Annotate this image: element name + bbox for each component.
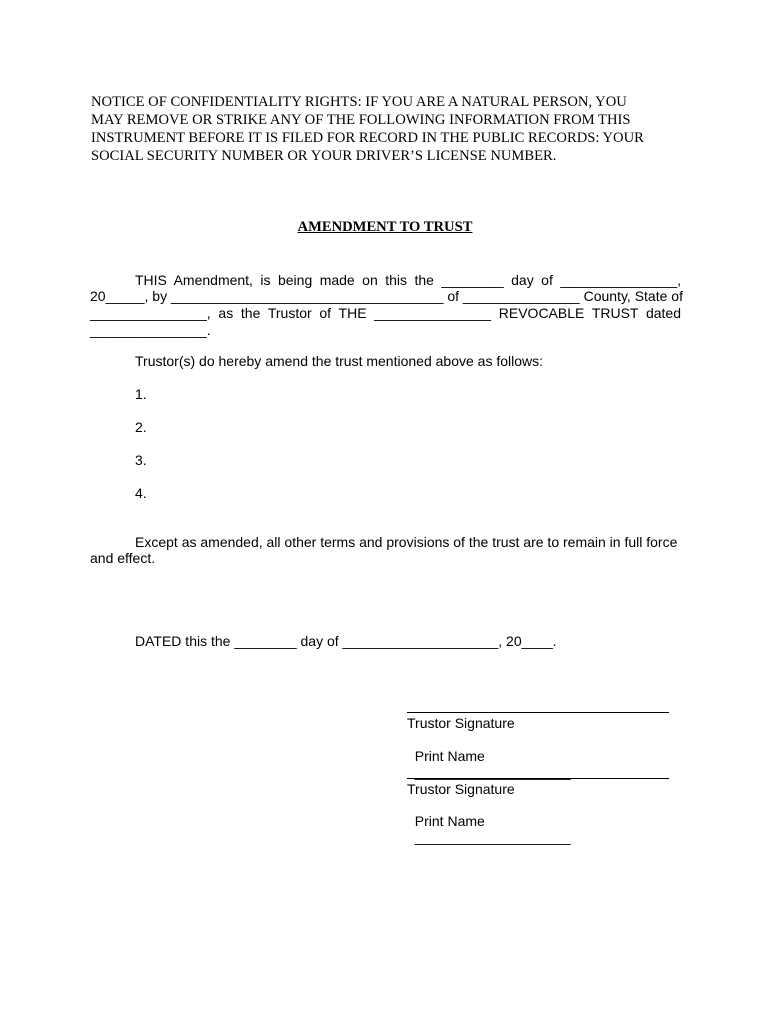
print-name-row-2 [407, 797, 571, 845]
trustor-signature-label-1: Trustor Signature [407, 715, 515, 731]
except-clause-line-2: and effect. [90, 550, 156, 566]
document-title: AMENDMENT TO TRUST [297, 219, 473, 235]
intro-line-2: 20_____, by ___________________________________ of _______________ County, State of [90, 288, 683, 304]
trustor-signature-label-2: Trustor Signature [407, 781, 515, 797]
dated-line: DATED this the ________ day of ____________________, 20____. [135, 633, 557, 649]
print-name-label-2: Print Name [414, 813, 485, 829]
print-name-row-1 [407, 732, 571, 780]
signature-line-1[interactable] [407, 712, 669, 713]
amendment-item-3: 3. [135, 452, 147, 468]
confidentiality-notice: NOTICE OF CONFIDENTIALITY RIGHTS: IF YOU ARE A NATURAL PERSON, YOU MAY REMOVE OR STRIKE ANY OF THE FOLLOWING INFORMATION FROM THIS INSTRUMENT BEFORE IT IS FILED FOR RECORD IN THE PUBLIC RECORDS: YOUR SOCIAL SECURITY NUMBER OR YOUR DRIVER’S LICENSE NUMBER. [91, 94, 644, 164]
intro-line-3: _______________, as the Trustor of THE _______________ REVOCABLE TRUST dated [90, 305, 681, 321]
intro-line-1: THIS Amendment, is being made on this the ________ day of _______________, [135, 272, 681, 288]
amendment-item-2: 2. [135, 419, 147, 435]
except-clause-line-1: Except as amended, all other terms and provisions of the trust are to remain in full force [135, 534, 678, 550]
print-name-blank-2[interactable]: ____________________ [414, 829, 571, 845]
signature-line-2[interactable] [407, 778, 669, 779]
intro-line-4: _______________. [90, 322, 211, 338]
print-name-label-1: Print Name [414, 748, 485, 764]
amendment-item-1: 1. [135, 386, 147, 402]
amend-intro: Trustor(s) do hereby amend the trust mentioned above as follows: [135, 353, 544, 369]
amendment-item-4: 4. [135, 485, 147, 501]
print-name-blank-1[interactable]: ____________________ [414, 764, 571, 780]
